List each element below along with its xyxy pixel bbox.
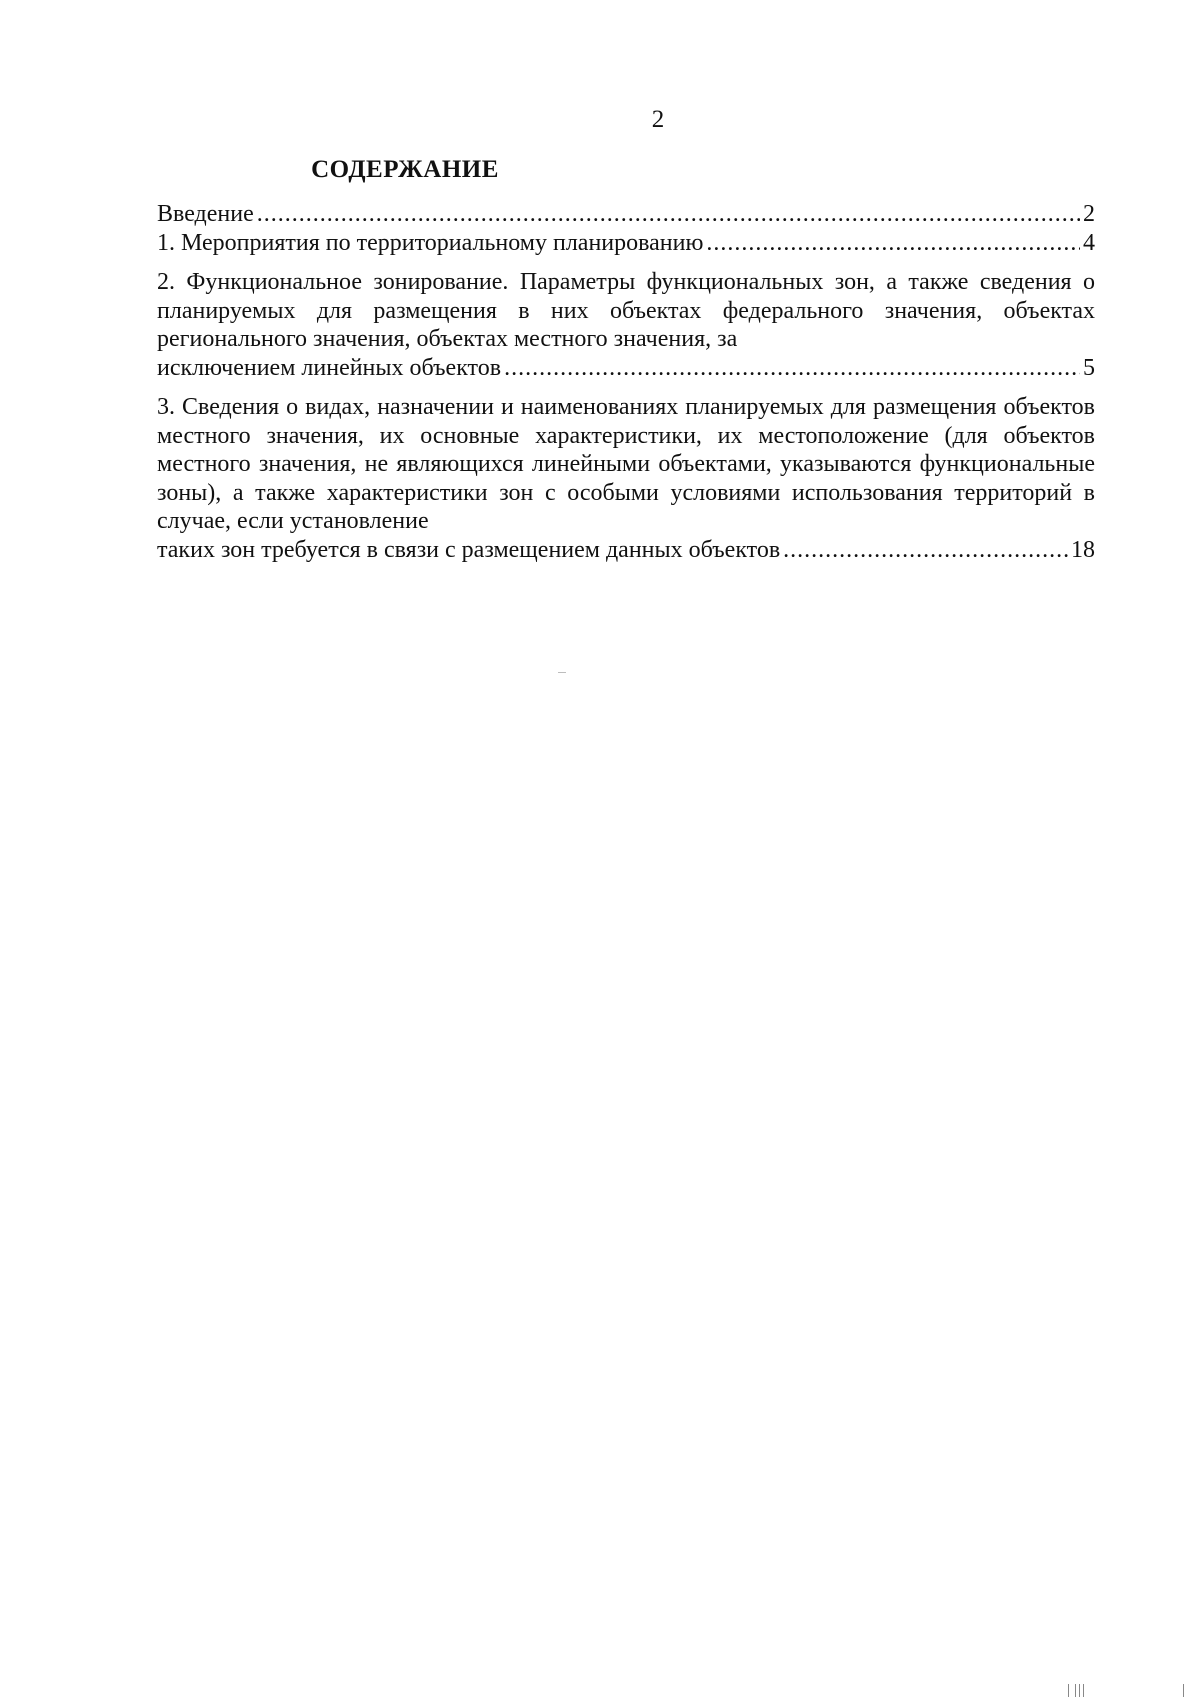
toc-entry-line (157, 200, 1095, 229)
toc-entry-line (157, 536, 1095, 565)
toc-entry-section-2[interactable] (157, 268, 1095, 382)
toc-entry-page: 5 (1083, 354, 1095, 381)
toc-entry-page: 2 (1083, 201, 1095, 227)
toc-entry-title: 2. Функциональное зонирование. Параметры функциональных зон, а также сведения о планируемых для размещения в них объектах федерального значения, объектах регионального значения, объектах местного значения, за (157, 269, 1095, 352)
toc-entry-page: 18 (1071, 536, 1095, 563)
toc-entry-line (157, 229, 1095, 258)
toc-entry-title: 1. Мероприятия по территориальному планированию (157, 229, 704, 256)
page-number: 2 (651, 106, 665, 133)
scan-artifact (558, 672, 566, 673)
toc-entry-line (157, 354, 1095, 383)
dot-leader (706, 229, 1080, 258)
scan-edge-marks (1068, 1684, 1188, 1697)
table-of-contents (157, 200, 1095, 564)
toc-title: СОДЕРЖАНИЕ (311, 156, 499, 183)
toc-entry-title: 3. Сведения о видах, назначении и наименованиях планируемых для размещения объектов местного значения, их основные характеристики, их местоположение (для объектов местного значения, не являющихся линейными объектами, указываются функциональные зоны), а также характеристики зон с особыми условиями использования территорий в случае, если установление (157, 394, 1095, 534)
toc-entry-section-1[interactable] (157, 229, 1095, 258)
toc-entry-section-3[interactable] (157, 393, 1095, 564)
dot-leader (257, 200, 1080, 229)
toc-entry-title: Введение (157, 201, 254, 227)
toc-entry-title-end: таких зон требуется в связи с размещением данных объектов (157, 536, 781, 563)
dot-leader (504, 354, 1080, 383)
toc-entry-title-end: исключением линейных объектов (157, 354, 502, 381)
toc-entry-introduction[interactable] (157, 200, 1095, 229)
toc-entry-page: 4 (1083, 229, 1095, 256)
dot-leader (783, 536, 1068, 565)
